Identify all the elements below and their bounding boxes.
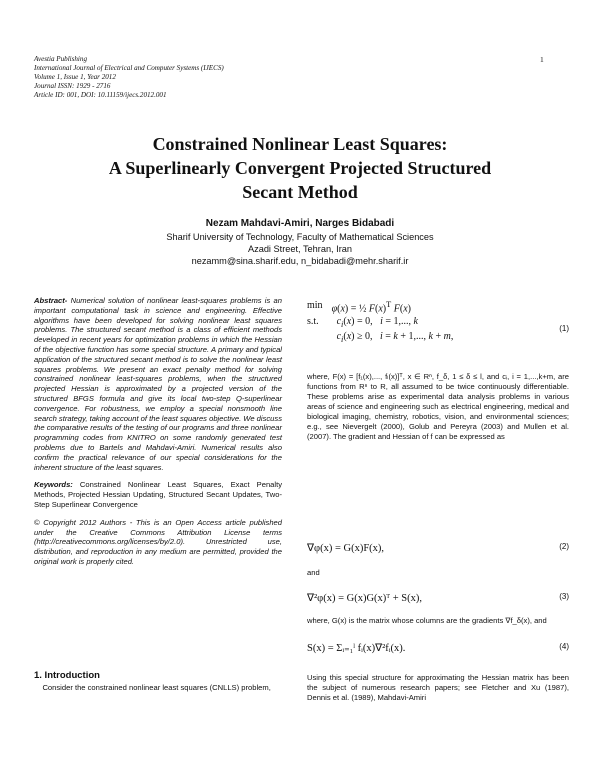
section-heading-introduction: 1. Introduction — [34, 670, 100, 681]
article-id: Article ID: 001, DOI: 10.11159/ijecs.2012.001 — [34, 91, 167, 99]
volume-info: Volume 1, Issue 1, Year 2012 — [34, 73, 116, 81]
equation-1: min φ(x) = ½ $F(x)^T$ F(x) s.t. $c_i(x) = 0$, i = 1,..., k $c_i(x) \ge 0$, i = k + 1,..., k + m, (1) — [307, 300, 569, 345]
journal-header — [34, 55, 224, 100]
closing-paragraph: Using this special structure for approximating the Hessian matrix has been the subject of numerous research papers; see Fletcher and Xu (1987), Dennis et al. (1989), Mahdavi-Amiri — [307, 673, 569, 702]
abstract — [34, 296, 282, 472]
emails[interactable]: nezamm@sina.sharif.edu, n_bidabadi@mehr.sharif.ir — [191, 256, 409, 266]
abstract-text: Numerical solution of nonlinear least-squares problems is an important computational task in science and engineering. Effective algorithms have been developed for solving nonlinear least squares problems. The structured secant method is a class of efficient methods developed in recent years for optimization problems in which the Hessian of the objective function has some special structure. A primary and typical application of the structured secant method is to solve the nonlinear least squares problems. We present an exact penalty method for solving constrained nonlinear least-squares problems, when the structured projected Hessian is approximated by a projected version of the structured BFGS formula and give its local two-step Q-superlinear convergence. For robustness, we employ a special nonsmooth line search strategy, taking account of the least squares objective. We discuss the comparative results of the testing of our programs and three nonlinear programming codes from KNITRO on some randomly generated test problems due to Bartels and Mahdavi-Amiri. Numerical results also confirm the practical relevance of our special considerations for the inherent structure of the least squares. — [34, 296, 282, 472]
left-column — [34, 296, 282, 567]
equation-4-body: S(x) = Σᵢ₌₁ˡ fᵢ(x)∇²fᵢ(x). — [307, 643, 406, 654]
paper-title — [40, 132, 560, 204]
page-number: 1 — [540, 55, 544, 64]
affiliation: Sharif University of Technology, Faculty of Mathematical Sciences — [166, 232, 434, 242]
keywords-text: Constrained Nonlinear Least Squares, Exact Penalty Methods, Projected Hessian Updating, Structured Secant Updates, Two-Step Superlinear Convergence — [34, 480, 282, 509]
keywords-label: Keywords: — [34, 480, 73, 490]
where-paragraph-2: where, G(x) is the matrix whose columns are the gradients ∇f_δ(x), and — [307, 616, 547, 625]
publisher: Avestia Publishing — [34, 55, 88, 63]
equation-number-2: (2) — [559, 542, 569, 551]
title-line-1: Constrained Nonlinear Least Squares: — [152, 134, 448, 154]
where-paragraph-1: where, F(x) = [f₁(x),..., fₗ(x)]ᵀ, x ∈ Rⁿ, f_δ, 1 ≤ δ ≤ l, and cᵢ, i = 1,...,k+m, are functions from Rⁿ to R, all assumed to be twice continuously differentiable. These problems arise as experimental data analysis problems in various areas of science and engineering such as electrical engineering, medical and biological imaging, chemistry, robotics, vision, and environmental sciences; e.g., see Nievergelt (2000), Golub and Pereyra (2003) and Mullen et al. (2007). The gradient and Hessian of f can be expressed as — [307, 372, 569, 441]
equation-2-body: ∇φ(x) = G(x)F(x), — [307, 543, 385, 554]
equation-number-4: (4) — [559, 642, 569, 651]
title-line-3: Secant Method — [242, 182, 358, 202]
abstract-label: Abstract- — [34, 296, 68, 305]
address: Azadi Street, Tehran, Iran — [247, 244, 352, 254]
copyright-notice: © Copyright 2012 Authors - This is an Open Access article published under the Creative Commons Attribution License terms (http://creativecommons.org/licenses/by/2.0). Unrestricted use, distribution, and reproduction in any medium are permitted, provided the original work is properly cited. — [34, 517, 282, 566]
equation-3 — [307, 592, 569, 604]
keywords — [34, 480, 282, 509]
introduction-text: Consider the constrained nonlinear least squares (CNLLS) problem, — [42, 683, 271, 692]
and-word-1: and — [307, 568, 320, 577]
equation-4 — [307, 642, 569, 654]
author-block — [40, 218, 560, 267]
equation-2 — [307, 542, 569, 554]
equation-number-1: (1) — [559, 324, 569, 333]
equation-3-body: ∇²φ(x) = G(x)G(x)ᵀ + S(x), — [307, 593, 422, 604]
author-names: Nezam Mahdavi-Amiri, Narges Bidabadi — [205, 218, 395, 229]
issn: Journal ISSN: 1929 - 2716 — [34, 82, 111, 90]
journal-name: International Journal of Electrical and Computer Systems (IJECS) — [34, 64, 224, 72]
title-line-2: A Superlinearly Convergent Projected Structured — [108, 158, 492, 178]
equation-number-3: (3) — [559, 592, 569, 601]
